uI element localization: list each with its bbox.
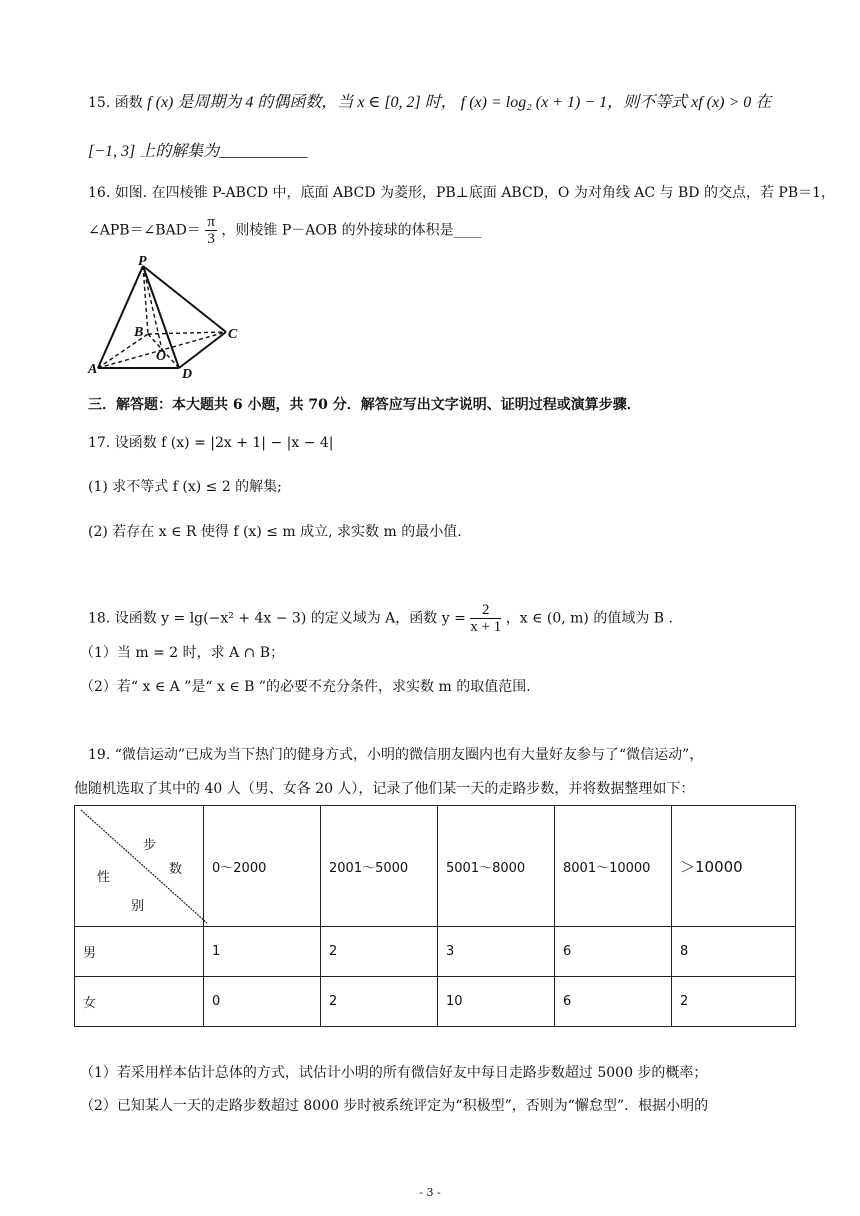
label-D: D	[182, 367, 193, 380]
table-row	[75, 927, 796, 977]
table-cell: 6	[555, 977, 672, 1027]
q19-line2: 他随机选取了其中的 40 人（男、女各 20 人），记录了他们某一天的走路步数，并将数据整理如下：	[74, 781, 695, 797]
header-cell: 0～2000	[204, 806, 321, 927]
q15-line1	[88, 93, 771, 113]
q15-math: f (x) 是周期为 4 的偶函数，当 x ∈ [0, 2] 时， f (x) = log₂ (x + 1) − 1，则不等式 xf (x) > 0 在	[147, 94, 772, 111]
q15-line2: [−1, 3] 上的解集为___________	[88, 143, 308, 160]
q16-fraction	[205, 214, 217, 247]
table-cell: 10	[438, 977, 555, 1027]
section-heading: 三．解答题：本大题共 6 小题，共 70 分．解答应写出文字说明、证明过程或演算步骤．	[88, 397, 641, 413]
label-P: P	[138, 254, 147, 269]
q18-part2: （2）若“ x ∈ A ”是“ x ∈ B ”的必要不充分条件，求实数 m 的取值范围.	[80, 679, 531, 695]
header-cell: ＞10000	[672, 806, 796, 927]
q18-fraction	[470, 602, 501, 635]
row-label: 男	[75, 927, 204, 977]
table-row	[75, 977, 796, 1027]
corner-bottom: 别	[131, 899, 145, 914]
table-cell: 1	[204, 927, 321, 977]
table-header-row	[75, 806, 796, 927]
table-cell: 3	[438, 927, 555, 977]
label-B: B	[134, 325, 144, 340]
q16-line1: 16. 如图. 在四棱锥 P-ABCD 中，底面 ABCD 为菱形，PB⊥底面 ABCD，O 为对角线 AC 与 BD 的交点，若 PB＝1，	[88, 185, 836, 201]
table-cell: 0	[204, 977, 321, 1027]
table-cell: 2	[321, 977, 438, 1027]
corner-cell	[75, 806, 204, 927]
header-cell: 8001～10000	[555, 806, 672, 927]
frac-denominator: 3	[207, 231, 215, 247]
table-cell: 6	[555, 927, 672, 977]
table-cell: 8	[672, 927, 796, 977]
corner-left: 性	[97, 870, 111, 885]
q16-line2	[88, 214, 482, 247]
label-A: A	[88, 362, 98, 377]
table-cell: 2	[672, 977, 796, 1027]
frac-denominator: x + 1	[470, 619, 502, 635]
table-cell: 2	[321, 927, 438, 977]
q18-line1	[88, 602, 673, 635]
q17-part1: (1) 求不等式 f (x) ≤ 2 的解集;	[88, 479, 282, 495]
q18-text-b: ，x ∈ (0, m) 的值域为 B .	[505, 610, 673, 627]
steps-table	[74, 805, 796, 1027]
header-cell: 2001～5000	[321, 806, 438, 927]
q17-line1: 17. 设函数 f (x) = |2x + 1| − |x − 4|	[88, 435, 334, 451]
q19-part2: （2）已知某人一天的走路步数超过 8000 步时被系统评定为“积极型”，否则为“懈怠型”．根据小明的	[80, 1098, 709, 1114]
header-cell: 5001～8000	[438, 806, 555, 927]
q15-prefix: 15. 函数	[88, 95, 148, 111]
frac-numerator: 2	[470, 602, 501, 619]
label-C: C	[228, 327, 238, 342]
q18-part1: （1）当 m = 2 时，求 A ∩ B；	[80, 645, 285, 661]
q16-question-text: ，则棱锥 P－AOB 的外接球的体积是____	[221, 222, 482, 239]
page-number: - 3 -	[419, 1186, 441, 1199]
q19-line1: 19. “微信运动”已成为当下热门的健身方式，小明的微信朋友圈内也有大量好友参与了“微信运动”，	[88, 747, 704, 763]
frac-numerator: π	[207, 214, 215, 230]
q17-part2: (2) 若存在 x ∈ R 使得 f (x) ≤ m 成立, 求实数 m 的最小值.	[88, 524, 462, 540]
q16-angle-text: ∠APB＝∠BAD＝	[88, 222, 201, 239]
label-O: O	[156, 349, 167, 364]
q18-text-a: 18. 设函数 y = lg(−x² + 4x − 3) 的定义域为 A，函数 y =	[88, 610, 466, 627]
corner-top: 步	[143, 838, 157, 853]
q19-part1: （1）若采用样本估计总体的方式，试估计小明的所有微信好友中每日走路步数超过 5000 步的概率；	[80, 1065, 708, 1081]
corner-mid: 数	[169, 862, 183, 877]
row-label: 女	[75, 977, 204, 1027]
pyramid-figure	[86, 254, 246, 380]
